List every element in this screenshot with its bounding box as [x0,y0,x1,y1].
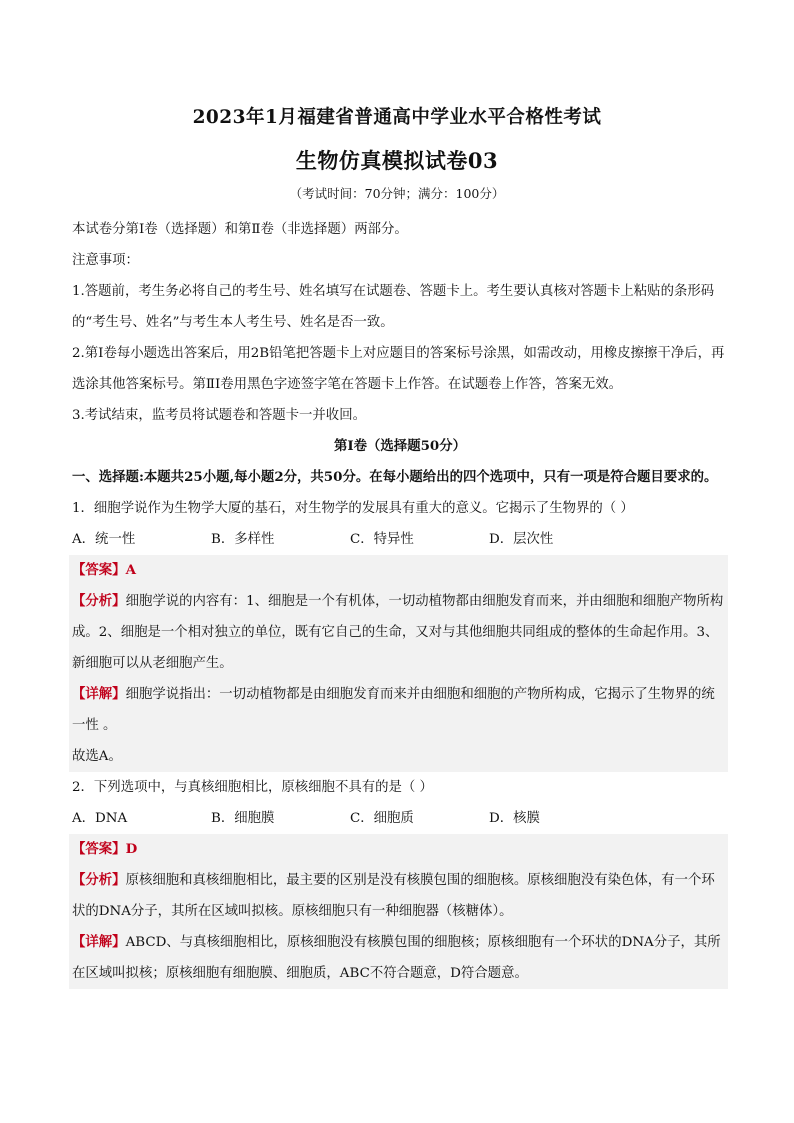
analysis-text: 细胞学说的内容有：1、细胞是一个有机体，一切动植物都由细胞发育而来，并由细胞和细胞产物所构成。2、细胞是一个相对独立的单位，既有它自己的生命，又对与其他细胞共同组成的整体的生命起作用。3、新细胞可以从老细胞产生。 [72,594,724,671]
option-b: B．细胞膜 [211,811,275,826]
note-2: 2.第Ⅰ卷每小题选出答案后，用2B铅笔把答题卡上对应题目的答案标号涂黑，如需改动，用橡皮擦擦干净后，再选涂其他答案标号。第ⅡⅠ卷用黑色字迹签字笔在答题卡上作答。在试题卷上作答，答案无效。 [72,346,725,392]
answer-value: D [125,841,138,857]
section-instructions: 一、选择题:本题共25小题,每小题2分，共50分。在每小题给出的四个选项中，只有一项是符合题目要求的。 [72,469,718,485]
option-a: A．DNA [72,811,128,826]
detail-line [72,927,728,989]
option-c: C．特异性 [350,532,414,547]
question-2 [72,772,728,989]
conclusion-line: 故选A。 [72,749,122,764]
answer-value: A [125,562,136,578]
analysis-line [72,586,728,679]
exam-subtitle: 生物仿真模拟试卷03 [295,148,499,173]
detail-tag: 【详解】 [72,686,126,702]
detail-text: 细胞学说指出：一切动植物都是由细胞发育而来并由细胞和细胞的产物所构成，它揭示了生物界的统一性 。 [72,687,715,733]
option-b: B．多样性 [211,532,275,547]
option-d: D．层次性 [489,532,554,547]
question-1 [72,493,728,772]
solution-block [69,834,728,989]
paper-structure: 本试卷分第Ⅰ卷（选择题）和第Ⅱ卷（非选择题）两部分。 [72,222,408,237]
analysis-text: 原核细胞和真核细胞相比，最主要的区别是没有核膜包围的细胞核。原核细胞没有染色体，有一个环状的DNA分子，其所在区域叫拟核。原核细胞只有一种细胞器（核糖体）。 [72,873,715,919]
notes-title: 注意事项： [72,253,139,268]
answer-tag: 【答案】 [72,841,126,857]
exam-title: 2023年1月福建省普通高中学业水平合格性考试 [192,107,602,128]
section-heading: 第Ⅰ卷（选择题50分） [333,438,467,454]
note-1: 1.答题前，考生务必将自己的考生号、姓名填写在试题卷、答题卡上。考生要认真核对答题卡上粘贴的条形码的“考生号、姓名”与考生本人考生号、姓名是否一致。 [72,284,715,330]
detail-text: ABCD、与真核细胞相比，原核细胞没有核膜包围的细胞核；原核细胞有一个环状的DNA分子，其所在区域叫拟核；原核细胞有细胞膜、细胞质，ABC不符合题意，D符合题意。 [72,935,721,981]
analysis-line [72,865,728,927]
detail-line [72,679,728,741]
analysis-tag: 【分析】 [72,872,126,888]
question-options [72,803,728,834]
option-c: C．细胞质 [350,811,414,826]
answer-tag: 【答案】 [72,562,126,578]
question-stem: 2．下列选项中，与真核细胞相比，原核细胞不具有的是（ ） [72,780,433,795]
solution-block [69,555,728,772]
detail-tag: 【详解】 [72,934,126,950]
question-stem: 1．细胞学说作为生物学大厦的基石，对生物学的发展具有重大的意义。它揭示了生物界的（ ） [72,501,634,516]
analysis-tag: 【分析】 [72,593,126,609]
option-d: D．核膜 [489,811,540,826]
exam-body [72,214,728,989]
question-options [72,524,728,555]
option-a: A．统一性 [72,532,136,547]
note-3: 3.考试结束，监考员将试题卷和答题卡一并收回。 [72,408,366,423]
exam-info: （考试时间：70分钟；满分：100分） [289,186,505,201]
answer-line [72,555,728,586]
answer-line [72,834,728,865]
